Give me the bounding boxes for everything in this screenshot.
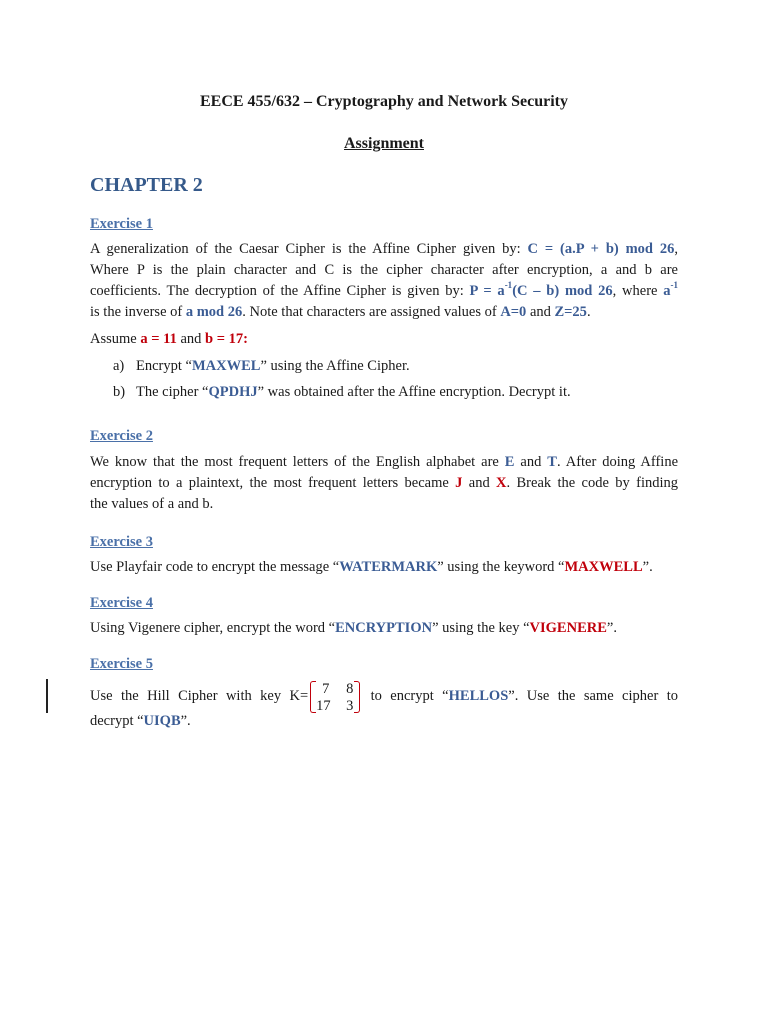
text-line: the values of a and b. — [90, 496, 214, 512]
keyword: MAXWELL — [564, 559, 643, 575]
text-line — [90, 473, 678, 494]
text-run: ” was obtained after the Affine encryption. Decrypt it. — [257, 384, 571, 400]
exercise-2-heading: Exercise 2 — [90, 428, 153, 444]
letter-j: J — [455, 475, 463, 491]
z-equals-25: Z=25 — [554, 304, 587, 320]
exercise-5-text-cont — [90, 711, 678, 732]
list-item — [113, 384, 571, 401]
superscript: -1 — [504, 280, 513, 291]
text-run: and — [526, 304, 555, 320]
text-cursor — [46, 679, 48, 713]
text-run: Using Vigenere cipher, encrypt the word “ — [90, 620, 336, 636]
text-run: ”. — [606, 620, 617, 636]
letter-x: X — [496, 475, 507, 491]
plaintext-word: HELLOS — [448, 688, 509, 704]
formula-part: a — [663, 283, 671, 299]
formula-part: (C – b) mod 26 — [512, 283, 613, 299]
text-line — [90, 302, 678, 323]
letter-e: E — [504, 454, 515, 470]
text-run: . Break the code by finding — [506, 475, 678, 491]
text-run: Encrypt “ — [136, 358, 192, 374]
encryption-formula: C = (a.P + b) mod 26 — [527, 241, 675, 257]
formula-part: P = a — [469, 283, 505, 299]
text-run: . After doing Affine — [556, 454, 679, 470]
a-mod-26: a mod 26 — [185, 304, 243, 320]
a-value: a = 11 — [140, 331, 177, 347]
assignment-heading: Assignment — [343, 135, 424, 152]
text-run: , — [674, 241, 679, 257]
text-line — [90, 452, 678, 473]
decryption-formula — [469, 280, 613, 299]
item-label: b) — [113, 384, 126, 400]
assume-line — [90, 329, 678, 350]
matrix-cell: 7 — [322, 680, 330, 697]
text-run: to encrypt “ — [362, 688, 449, 704]
text-run: ”. Use the same cipher to — [508, 688, 678, 704]
text-run: We know that the most frequent letters of the English alphabet are — [90, 454, 505, 470]
text-run: . Note that characters are assigned values of — [242, 304, 501, 320]
text-run: A generalization of the Caesar Cipher is the Affine Cipher given by: — [90, 241, 528, 257]
text-line — [90, 281, 678, 302]
text-run: and — [514, 454, 548, 470]
exercise-3-heading: Exercise 3 — [90, 534, 153, 550]
text-run: decrypt “ — [90, 713, 144, 729]
list-item — [113, 358, 410, 375]
exercise-3-text — [90, 557, 678, 578]
text-run: ”. — [642, 559, 653, 575]
text-run: The cipher “ — [136, 384, 209, 400]
text-line — [90, 557, 678, 578]
key-matrix — [310, 680, 360, 714]
text-run: ” using the Affine Cipher. — [260, 358, 410, 374]
text-line — [90, 239, 678, 260]
a-equals-0: A=0 — [500, 304, 527, 320]
superscript: -1 — [670, 280, 679, 291]
message-word: WATERMARK — [339, 559, 438, 575]
text-line — [90, 711, 678, 732]
plaintext-word: ENCRYPTION — [335, 620, 433, 636]
text-run: ” using the key “ — [432, 620, 530, 636]
exercise-4-heading: Exercise 4 — [90, 595, 153, 611]
matrix-cell: 3 — [346, 697, 354, 714]
plaintext-word: MAXWEL — [191, 358, 261, 374]
text-run: encryption to a plaintext, the most frequent letters became — [90, 475, 456, 491]
text-line — [90, 329, 678, 350]
text-run: . — [586, 304, 591, 320]
text-run: ”. — [180, 713, 191, 729]
exercise-1-heading: Exercise 1 — [90, 216, 153, 232]
a-inverse — [663, 280, 679, 299]
text-run: Assume — [90, 331, 141, 347]
matrix-cell: 8 — [346, 680, 354, 697]
exercise-5-heading: Exercise 5 — [90, 656, 153, 672]
text-run: is the inverse of — [90, 304, 186, 320]
text-line — [90, 618, 678, 639]
exercise-5-text — [90, 679, 678, 713]
matrix-right-bracket — [354, 681, 360, 713]
exercise-4-text — [90, 618, 678, 639]
matrix-cell: 17 — [316, 697, 331, 714]
text-run: coefficients. The decryption of the Affine Cipher is given by: — [90, 283, 470, 299]
ciphertext-word: QPDHJ — [208, 384, 258, 400]
letter-t: T — [547, 454, 557, 470]
exercise-2-text — [90, 452, 678, 515]
b-value: b = 17: — [205, 331, 248, 347]
chapter-heading: CHAPTER 2 — [90, 174, 203, 196]
text-run: and — [462, 475, 497, 491]
keyword: VIGENERE — [529, 620, 607, 636]
text-line — [90, 679, 678, 713]
item-label: a) — [113, 358, 125, 374]
text-run: Use the Hill Cipher with key K= — [90, 688, 309, 704]
document-title: EECE 455/632 – Cryptography and Network Security — [199, 93, 568, 110]
text-line: Where P is the plain character and C is the cipher character after encryption, a and b are — [90, 262, 678, 278]
text-run: Use Playfair code to encrypt the message “ — [90, 559, 340, 575]
text-run: ” using the keyword “ — [437, 559, 565, 575]
exercise-1-text — [90, 239, 678, 323]
text-run: and — [176, 331, 206, 347]
text-run: , where — [612, 283, 664, 299]
ciphertext-word: UIQB — [143, 713, 181, 729]
